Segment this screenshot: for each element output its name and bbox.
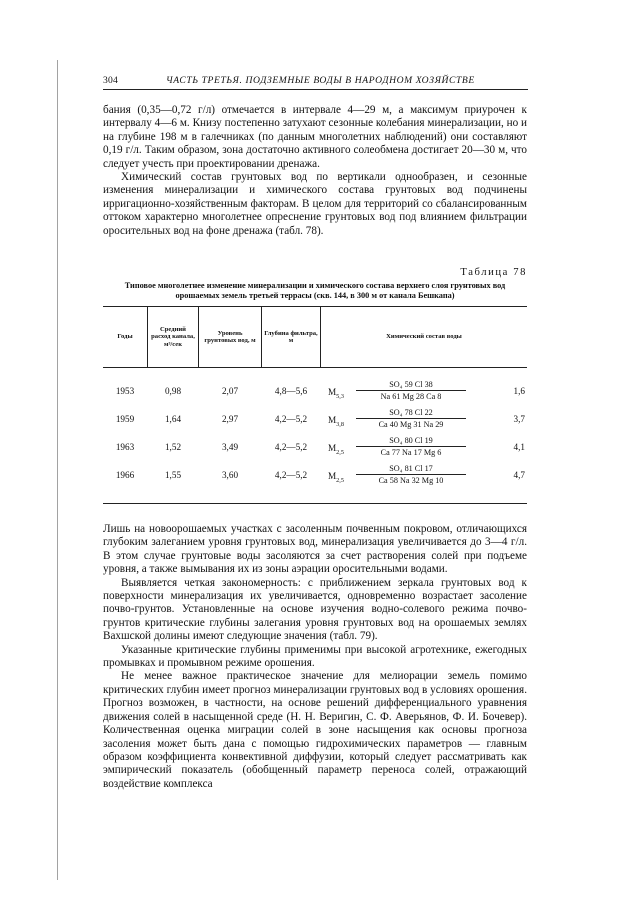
cell-level: 3,60 xyxy=(221,470,239,480)
top-text-block xyxy=(103,104,527,238)
table-caption: Типовое многолетнее изменение минерализации и химического состава верхнего слоя грунтовых вод орошаемых земель третьей террасы (скв. 144, в 300 м от канала Бешкапа) xyxy=(124,281,506,301)
anions: SO₄ 80 Cl 19 xyxy=(356,435,466,447)
table-row xyxy=(103,377,527,405)
cations: Ca 77 Na 17 Mg 6 xyxy=(380,448,442,457)
mineralization: $M_{5,3}$ xyxy=(328,387,344,400)
cell-flow: 0,98 xyxy=(164,386,182,396)
page-number: 304 xyxy=(103,75,118,86)
paragraph: бания (0,35—0,72 г/л) отмечается в интервале 4—29 м, а максимум приурочен к интервалу 4—6 м. Книзу постепенно затухают сезонные колебания минерализации, но и на глубине 198 м в галечниках (по данным многолетних наблюдений) они составляют 0,19 г/л. Таким образом, зона достаточно активного солеобмена достигает 20—30 м, что следует учесть при проектировании дренажа. xyxy=(103,104,527,170)
cell-level: 3,49 xyxy=(221,442,239,452)
mineralization: $M_{2,5}$ xyxy=(328,443,344,456)
cell-depth: 4,8—5,6 xyxy=(274,386,308,396)
data-table xyxy=(103,306,527,504)
paragraph: Химический состав грунтовых вод по вертикали однообразен, и сезонные изменения минерализации и химического состава грунтовых вод подчинены ирригационно-хозяйственным факторам. В целом для территорий со сбалансированным оттоком характерно многолетнее опреснение грунтовых вод под влиянием фильтрации оросительных вод на фоне дренажа (табл. 78). xyxy=(103,171,527,237)
cell-level: 2,07 xyxy=(221,386,239,396)
cell-flow: 1,64 xyxy=(164,414,182,424)
ph-value: 3,7 xyxy=(513,414,525,424)
ph-value: 4,7 xyxy=(513,470,525,480)
running-header xyxy=(103,73,528,90)
cell-flow: 1,55 xyxy=(164,470,182,480)
cell-chem xyxy=(328,405,527,433)
header-level: Уровень грунтовых вод, м xyxy=(204,329,256,344)
kurlov-formula xyxy=(356,407,466,430)
paragraph: Выявляется четкая закономерность: с приближением зеркала грунтовых вод к поверхности минерализация их увеличивается, одновременно возрастает засоление почво-грунтов. Установленные на основе изучения водно-солевого режима почво-грунтов критические глубины залегания уровня грунтовых вод на орошаемых землях Вахшской долины имеют следующие значения (табл. 79). xyxy=(103,576,527,643)
anions: SO₄ 78 Cl 22 xyxy=(356,407,466,419)
running-title: ЧАСТЬ ТРЕТЬЯ. ПОДЗЕМНЫЕ ВОДЫ В НАРОДНОМ ХОЗЯЙСТВЕ xyxy=(166,75,475,86)
cell-depth: 4,2—5,2 xyxy=(274,470,308,480)
header-year: Годы xyxy=(117,333,133,341)
table-row xyxy=(103,405,527,433)
table-label: Таблица 78 xyxy=(460,267,527,278)
kurlov-formula xyxy=(356,463,466,486)
kurlov-formula xyxy=(356,435,466,458)
cell-year: 1953 xyxy=(115,386,135,396)
cell-depth: 4,2—5,2 xyxy=(274,442,308,452)
cell-year: 1959 xyxy=(115,414,135,424)
table-row xyxy=(103,461,527,489)
scan-margin-line xyxy=(57,60,58,880)
anions: SO₄ 59 Cl 38 xyxy=(356,379,466,391)
header-chem: Химический состав воды xyxy=(386,333,462,341)
cell-year: 1966 xyxy=(115,470,135,480)
table-header xyxy=(103,307,527,368)
ph-value: 1,6 xyxy=(513,386,525,396)
cations: Ca 40 Mg 31 Na 29 xyxy=(378,420,444,429)
paragraph: Не менее важное практическое значение для мелиорации земель помимо критических глубин имеет прогноз минерализации грунтовых вод в условиях орошения. Прогноз возможен, в частности, на основе решений дифференциального уравнения движения солей в насыщенной среде (Н. Н. Веригин, С. Ф. Аверьянов, Ф. И. Бочевер). Количественная оценка миграции солей в зоне насыщения как основы прогноза засоления может быть дана с помощью гидрохимических параметров — главным образом коэффициента конвективной диффузии, который следует рассматривать как эмпирический показатель (обобщенный параметр переноса солей, отражающий воздействие комплекса xyxy=(103,670,527,790)
bottom-text-block xyxy=(103,523,527,791)
anions: SO₄ 81 Cl 17 xyxy=(356,463,466,475)
header-flow: Средний расход канала, м³/сек xyxy=(151,325,195,348)
ph-value: 4,1 xyxy=(513,442,525,452)
cell-level: 2,97 xyxy=(221,414,239,424)
header-depth: Глубина фильтра, м xyxy=(264,329,318,344)
table-row xyxy=(103,433,527,461)
paragraph: Указанные критические глубины применимы при высокой агротехнике, ежегодных промывках и промывном режиме орошения. xyxy=(103,643,527,670)
mineralization: $M_{2,5}$ xyxy=(328,471,344,484)
cations: Ca 58 Na 32 Mg 10 xyxy=(378,476,444,485)
cell-year: 1963 xyxy=(115,442,135,452)
cations: Na 61 Mg 28 Ca 8 xyxy=(380,392,442,401)
cell-chem xyxy=(328,433,527,461)
paragraph: Лишь на новоорошаемых участках с засоленным почвенным покровом, отличающихся глубоким залеганием уровня грунтовых вод, минерализация увеличивается до 3—4 г/л. В этом случае грунтовые воды засоляются за счет растворения солей при подъеме уровня, а также вымывания их из зоны аэрации оросительными водами. xyxy=(103,523,527,576)
cell-chem xyxy=(328,461,527,489)
kurlov-formula xyxy=(356,379,466,402)
cell-depth: 4,2—5,2 xyxy=(274,414,308,424)
cell-flow: 1,52 xyxy=(164,442,182,452)
cell-chem xyxy=(328,377,527,405)
mineralization: $M_{3,8}$ xyxy=(328,415,344,428)
